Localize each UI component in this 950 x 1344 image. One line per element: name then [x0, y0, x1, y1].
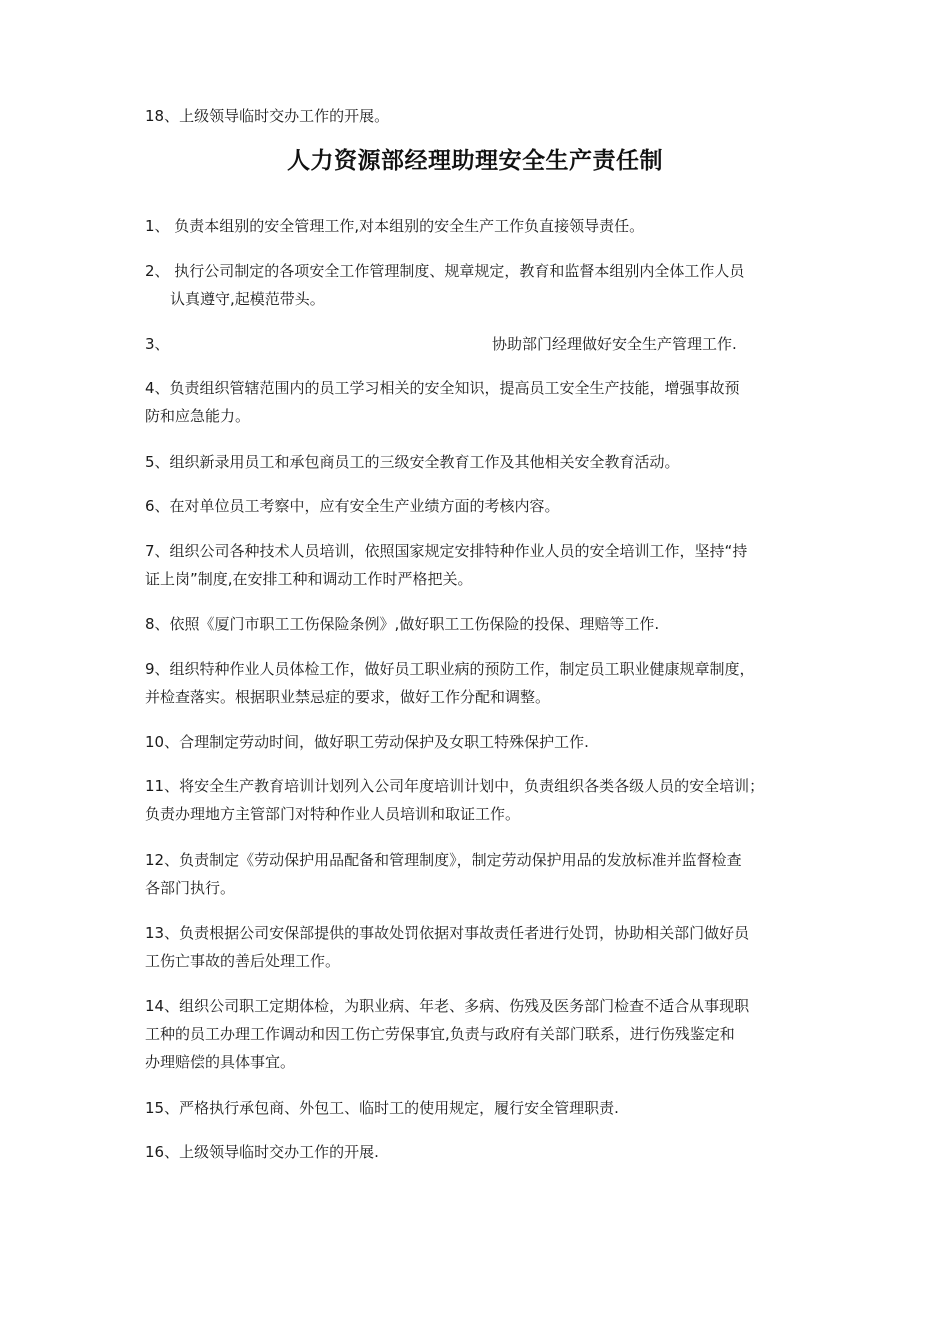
- item-11-line-2: 负责办理地方主管部门对特种作业人员培训和取证工作。: [145, 805, 521, 823]
- item-4-line-2: 防和应急能力。: [145, 407, 251, 425]
- item-7-line-1: 7、组织公司各种技术人员培训，依照国家规定安排特种作业人员的安全培训工作，坚持“持: [145, 542, 748, 560]
- item-16: 16、上级领导临时交办工作的开展.: [145, 1143, 379, 1161]
- previous-item-18: 18、上级领导临时交办工作的开展。: [145, 107, 390, 125]
- item-5: 5、组织新录用员工和承包商员工的三级安全教育工作及其他相关安全教育活动。: [145, 453, 680, 471]
- item-8: 8、依照《厦门市职工工伤保险条例》,做好职工工伤保险的投保、理赔等工作.: [145, 615, 660, 633]
- item-1: 1、 负责本组别的安全管理工作,对本组别的安全生产工作负直接领导责任。: [145, 217, 645, 235]
- item-11-line-1: 11、将安全生产教育培训计划列入公司年度培训计划中，负责组织各类各级人员的安全培训；: [145, 777, 765, 795]
- item-14-line-3: 办理赔偿的具体事宜。: [145, 1053, 296, 1071]
- item-9-line-2: 并检查落实。根据职业禁忌症的要求，做好工作分配和调整。: [145, 688, 551, 706]
- item-13-line-2: 工伤亡事故的善后处理工作。: [145, 952, 341, 970]
- item-13-line-1: 13、负责根据公司安保部提供的事故处罚依据对事故责任者进行处罚，协助相关部门做好员: [145, 924, 750, 942]
- item-14-line-1: 14、组织公司职工定期体检，为职业病、年老、多病、伤残及医务部门检查不适合从事现职: [145, 997, 750, 1015]
- item-4-line-1: 4、负责组织管辖范围内的员工学习相关的安全知识，提高员工安全生产技能，增强事故预: [145, 379, 740, 397]
- item-10: 10、合理制定劳动时间，做好职工劳动保护及女职工特殊保护工作.: [145, 733, 589, 751]
- page-title: 人力资源部经理助理安全生产责任制: [287, 148, 663, 174]
- item-3-number: 3、: [145, 335, 170, 353]
- item-2-line-1: 2、 执行公司制定的各项安全工作管理制度、规章规定，教育和监督本组别内全体工作人员: [145, 262, 745, 280]
- item-12-line-1: 12、负责制定《劳动保护用品配备和管理制度》，制定劳动保护用品的发放标准并监督检查: [145, 851, 742, 869]
- item-2-line-2: 认真遵守,起模范带头。: [170, 290, 325, 308]
- item-14-line-2: 工种的员工办理工作调动和因工伤亡劳保事宜,负责与政府有关部门联系，进行伤残鉴定和: [145, 1025, 735, 1043]
- item-15: 15、严格执行承包商、外包工、临时工的使用规定，履行安全管理职责.: [145, 1099, 619, 1117]
- item-6: 6、在对单位员工考察中，应有安全生产业绩方面的考核内容。: [145, 497, 560, 515]
- item-7-line-2: 证上岗”制度,在安排工种和调动工作时严格把关。: [145, 570, 473, 588]
- item-9-line-1: 9、组织特种作业人员体检工作，做好员工职业病的预防工作，制定员工职业健康规章制度，: [145, 660, 755, 678]
- item-3-text: 协助部门经理做好安全生产管理工作.: [492, 335, 737, 353]
- item-12-line-2: 各部门执行。: [145, 879, 236, 897]
